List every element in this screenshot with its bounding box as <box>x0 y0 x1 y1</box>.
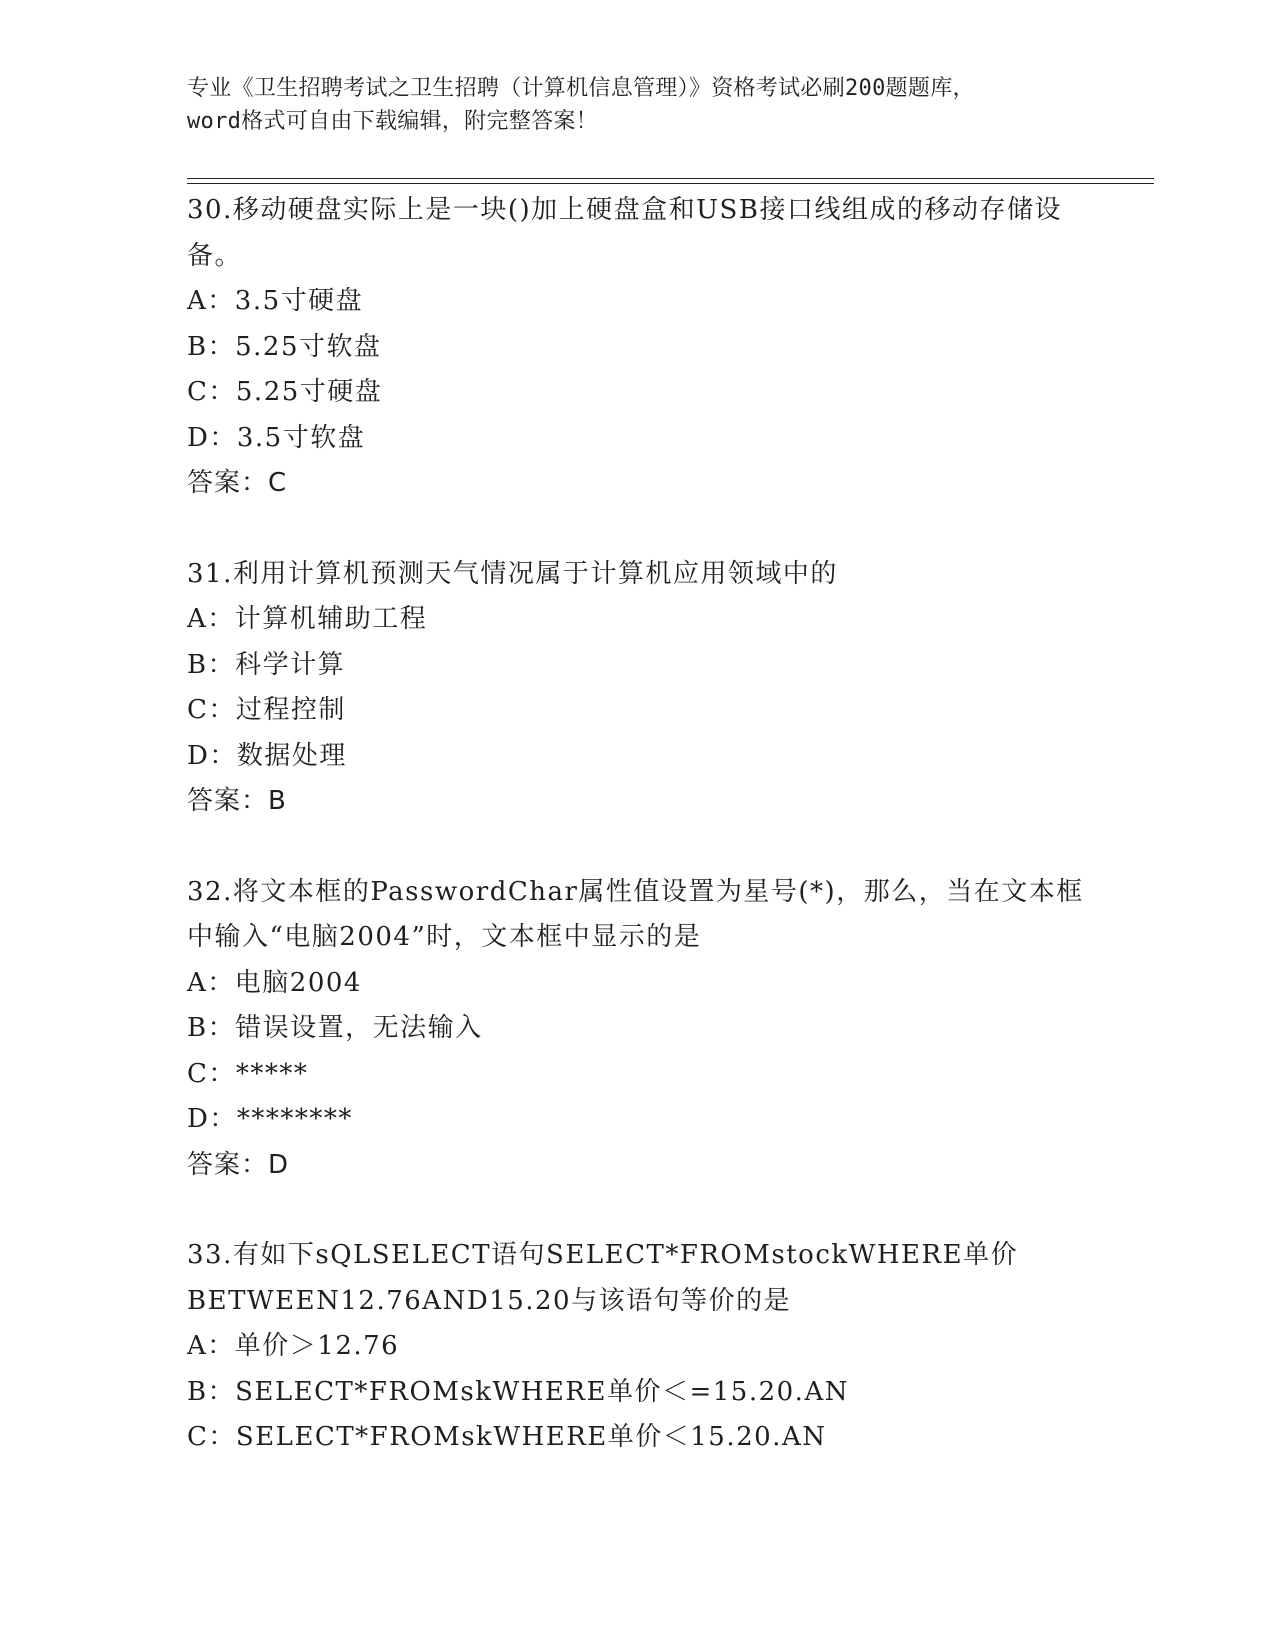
document-page <box>187 0 1157 1650</box>
question-31 <box>187 552 1087 825</box>
question-33 <box>187 1233 1087 1461</box>
question-stem: 30.移动硬盘实际上是一块()加上硬盘盒和USB接口线组成的移动存储设备。 <box>187 195 1062 271</box>
answer-text: 答案：D <box>187 1149 290 1180</box>
spacer <box>187 507 1087 552</box>
question-list <box>187 188 1087 1461</box>
answer-text: 答案：C <box>187 468 288 498</box>
header-title-line1: 专业《卫生招聘考试之卫生招聘（计算机信息管理）》资格考试必刷200题题库， <box>187 76 975 101</box>
option-b: B：错误设置，无法输入 <box>187 1013 483 1043</box>
option-a: A：3.5寸硬盘 <box>187 286 364 316</box>
option-b: B：科学计算 <box>187 649 346 680</box>
question-32 <box>187 870 1087 1189</box>
option-c: C：过程控制 <box>187 695 346 725</box>
question-stem: 32.将文本框的PasswordChar属性值设置为星号(*)，那么，当在文本框中输入“电脑2004”时，文本框中显示的是 <box>187 876 1084 952</box>
option-d: D：******** <box>187 1104 353 1134</box>
option-d: D：3.5寸软盘 <box>187 422 366 453</box>
spacer <box>187 825 1087 870</box>
header-title-line2: word格式可自由下载编辑，附完整答案！ <box>187 109 598 134</box>
option-c: C：SELECT*FROMskWHERE单价＜15.20.AN <box>187 1422 827 1452</box>
option-a: A：计算机辅助工程 <box>187 604 428 634</box>
option-a: A：单价＞12.76 <box>187 1331 400 1361</box>
option-b: B：SELECT*FROMskWHERE单价＜=15.20.AN <box>187 1376 849 1407</box>
question-stem: 33.有如下sQLSELECT语句SELECT*FROMstockWHERE单价BETWEEN12.76AND15.20与该语句等价的是 <box>187 1240 1019 1316</box>
spacer <box>187 1188 1087 1233</box>
question-30 <box>187 188 1087 507</box>
option-c: C：***** <box>187 1058 309 1089</box>
option-a: A：电脑2004 <box>187 967 362 998</box>
option-b: B：5.25寸软盘 <box>187 331 382 362</box>
answer-text: 答案：B <box>187 786 287 816</box>
option-d: D：数据处理 <box>187 740 347 771</box>
option-c: C：5.25寸硬盘 <box>187 377 383 407</box>
question-stem: 31.利用计算机预测天气情况属于计算机应用领域中的 <box>187 558 838 589</box>
document-header <box>187 72 1087 138</box>
header-divider <box>187 178 1154 184</box>
